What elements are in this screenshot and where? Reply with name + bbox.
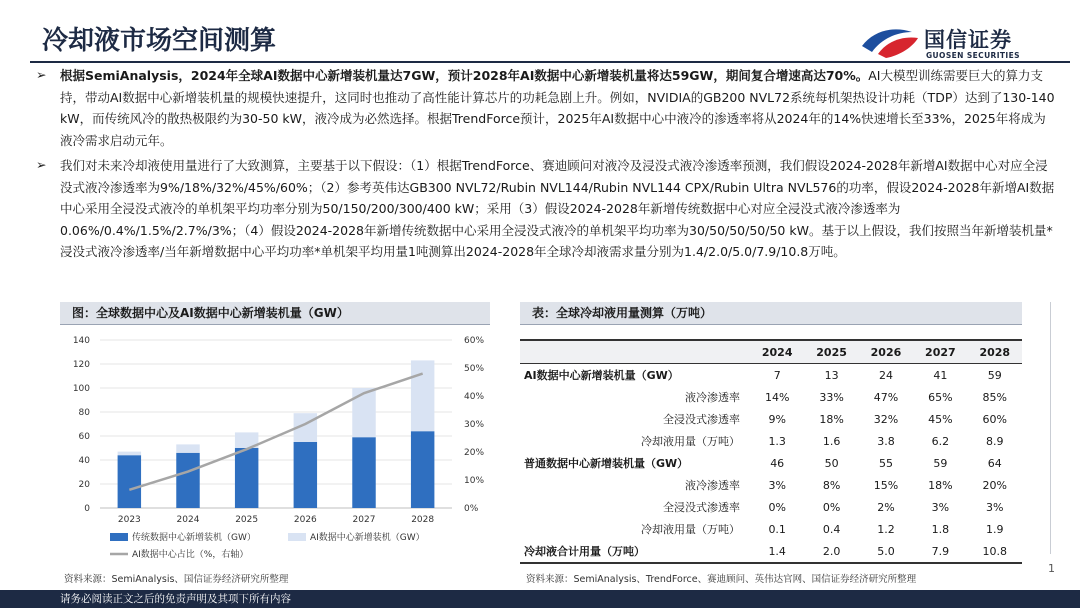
table-cell: 1.9: [986, 522, 1004, 536]
paragraph-1-rest: AI大模型训练需要巨大的算力支持，带动AI数据中心新增装机量的规模快速提升，这同时也推动了高性能计算芯片的功耗急剧上升。例如，NVIDIA的GB200 NVL72系统每机架热设计功耗（TDP）达到了130-140 kW，而传统风冷的散热极限约为30-50 kW，液冷成为必然选择。根据TrendForce预计，2025年AI数据中心中液冷的渗透率将从2024年的14%快速增长至33%，2025年将成为液冷需求启动元年。: [60, 68, 1055, 148]
table-cell: 47%: [873, 390, 899, 404]
table-header-row: [520, 340, 1022, 364]
logo-text-cn: 国信证券: [924, 28, 1012, 52]
legend-swatch: [110, 533, 128, 541]
x-tick-label: 2023: [117, 515, 141, 525]
table-cell: 32%: [873, 412, 899, 426]
table-cell: 1.8: [931, 522, 950, 536]
table-cell: 1.3: [768, 434, 786, 448]
table-cell: 15%: [873, 478, 899, 492]
paragraph-2: 我们对未来冷却液使用量进行了大致测算，主要基于以下假设：（1）根据TrendForce、赛迪顾问对液冷及浸没式液冷渗透率预测，我们假设2024-2028年新增AI数据中心对应全浸没式液冷渗透率为9%/18%/32%/45%/60%；（2）参考英伟达GB300 NVL72/Rubin NVL144/Rubin NVL144 CPX/Rubin Ultra NVL576的功率，假设2024-2028年新增AI数据中心采用全浸没式液冷的单机架平均功率分别为50/150/200/300/400 kW；采用（3）假设2024-2028年新增传统数据中心对应全浸没式液冷渗透率为0.06%/0.4%/1.5%/2.7%/3%；（4）假设2024-2028年新增传统数据中心采用全浸没式液冷的单机架平均功率为30/50/50/50/50 kW。基于以上假设，我们按照当年新增装机量*浸没式液冷渗透率/当年新增数据中心平均功率*单机架平均用量1吨测算出2024-2028年全球冷却液需求量分别为1.4/2.0/5.0/7.9/10.8万吨。: [60, 158, 1055, 260]
legend-label: AI数据中心占比（%，右轴）: [132, 550, 249, 560]
bar-segment: [411, 360, 434, 431]
coolant-usage-table: [520, 339, 1022, 564]
table-cell: 14%: [764, 390, 790, 404]
table-cell: 59: [987, 368, 1002, 382]
y-right-tick-label: 30%: [464, 420, 485, 430]
table-cell: 3%: [931, 500, 950, 514]
bullet-arrow-icon: ➢: [36, 157, 47, 172]
table-cell: 13: [824, 368, 839, 382]
table-row: [520, 452, 1022, 474]
y-right-tick-label: 10%: [464, 476, 485, 486]
y-right-tick-label: 50%: [464, 364, 485, 374]
disclaimer-footer: 请务必阅读正文之后的免责声明及其项下所有内容: [0, 590, 1080, 608]
datacenter-capacity-chart: [60, 328, 490, 568]
bar-segment: [352, 437, 375, 508]
table-cell: 64: [987, 456, 1002, 470]
table-header-blank: [520, 340, 750, 364]
x-tick-label: 2025: [235, 515, 259, 525]
table-cell: 41: [933, 368, 948, 382]
table-row: [520, 408, 1022, 430]
table-cell: 5.0: [859, 540, 913, 563]
table-row-label: 液冷渗透率: [685, 479, 740, 492]
table-row: [520, 386, 1022, 408]
table-cell: 65%: [928, 390, 953, 404]
y-left-tick-label: 60: [78, 432, 90, 442]
x-tick-label: 2027: [352, 515, 376, 525]
x-tick-label: 2026: [293, 515, 317, 525]
table-cell: 46: [770, 456, 785, 470]
table-cell: 2.0: [804, 540, 858, 563]
logo-text-en: GUOSEN SECURITIES: [926, 51, 1020, 60]
table-cell: 0%: [768, 500, 786, 514]
bar-segment: [118, 455, 141, 508]
table-cell: 1.6: [822, 434, 841, 448]
y-right-tick-label: 20%: [464, 448, 485, 458]
table-row-label: 冷却液合计用量（万吨）: [520, 540, 750, 563]
table-cell: 7.9: [913, 540, 967, 563]
chart-heading-rule: [60, 324, 490, 325]
table-cell: 18%: [819, 412, 844, 426]
y-left-tick-label: 120: [72, 360, 90, 370]
brand-logo: [860, 22, 1060, 62]
chart-source: 资料来源：SemiAnalysis、国信证券经济研究所整理: [64, 574, 289, 585]
logo-mark-icon: [860, 22, 920, 62]
y-right-tick-label: 0%: [464, 504, 479, 514]
table-cell: 0.4: [822, 522, 841, 536]
x-tick-label: 2024: [176, 515, 200, 525]
table-row-label: AI数据中心新增装机量（GW）: [524, 369, 679, 382]
table-cell: 20%: [982, 478, 1007, 492]
table-row: [520, 496, 1022, 518]
y-right-tick-label: 60%: [464, 336, 485, 346]
table-cell: 8%: [822, 478, 841, 492]
table-row-label: 普通数据中心新增装机量（GW）: [524, 457, 689, 470]
legend-label: AI数据中心新增装机（GW）: [310, 533, 425, 543]
table-cell: 18%: [928, 478, 953, 492]
bullet-arrow-icon: ➢: [36, 67, 47, 82]
table-cell: 7: [773, 368, 781, 382]
y-left-tick-label: 80: [78, 408, 90, 418]
table-cell: 0.1: [768, 522, 786, 536]
table-cell: 2%: [877, 500, 895, 514]
bar-segment: [352, 388, 375, 437]
table-row: [520, 540, 1022, 563]
table-header-year: 2024: [750, 340, 804, 364]
table-row: [520, 430, 1022, 452]
table-row-label: 冷却液用量（万吨）: [641, 435, 740, 448]
y-left-tick-label: 140: [72, 336, 90, 346]
bar-segment: [411, 431, 434, 508]
y-left-tick-label: 0: [84, 504, 90, 514]
table-row: [520, 474, 1022, 496]
bar-segment: [294, 442, 317, 508]
table-row-label: 全浸没式渗透率: [663, 413, 740, 426]
table-cell: 3.8: [877, 434, 895, 448]
table-cell: 3%: [986, 500, 1004, 514]
table-cell: 0%: [822, 500, 841, 514]
table-cell: 59: [933, 456, 948, 470]
page-number: 1: [1048, 562, 1055, 575]
table-cell: 3%: [768, 478, 786, 492]
bar-segment: [235, 448, 258, 508]
y-left-tick-label: 20: [78, 480, 90, 490]
y-left-tick-label: 100: [72, 384, 90, 394]
legend-swatch: [288, 533, 306, 541]
table-header-year: 2025: [804, 340, 858, 364]
table-row: [520, 364, 1022, 387]
table-cell: 50: [824, 456, 839, 470]
table-cell: 1.2: [877, 522, 895, 536]
share-line: [129, 374, 422, 490]
table-cell: 10.8: [968, 540, 1022, 563]
y-left-tick-label: 40: [78, 456, 90, 466]
legend-label: 传统数据中心新增装机（GW）: [132, 533, 256, 543]
table-heading: 表：全球冷却液用量测算（万吨）: [520, 302, 1022, 324]
table-header-year: 2028: [968, 340, 1022, 364]
bar-segment: [118, 452, 141, 456]
table-cell: 33%: [819, 390, 844, 404]
table-row-label: 液冷渗透率: [685, 391, 740, 404]
table-cell: 6.2: [931, 434, 950, 448]
table-cell: 85%: [982, 390, 1007, 404]
bar-segment: [176, 453, 199, 508]
bar-segment: [176, 444, 199, 452]
table-source: 资料来源：SemiAnalysis、TrendForce、赛迪顾问、英伟达官网、国信证券经济研究所整理: [526, 574, 917, 585]
paragraph-1: [60, 65, 1055, 151]
y-right-tick-label: 40%: [464, 392, 485, 402]
table-cell: 45%: [928, 412, 953, 426]
chart-heading: 图：全球数据中心及AI数据中心新增装机量（GW）: [60, 302, 490, 324]
table-cell: 60%: [982, 412, 1007, 426]
side-divider: [1050, 302, 1051, 554]
table-cell: 1.4: [750, 540, 804, 563]
table-header-year: 2027: [913, 340, 967, 364]
page-title: 冷却液市场空间测算: [42, 26, 277, 56]
table-cell: 9%: [768, 412, 786, 426]
table-row-label: 全浸没式渗透率: [663, 501, 740, 514]
table-row: [520, 518, 1022, 540]
table-row-label: 冷却液用量（万吨）: [641, 523, 740, 536]
x-tick-label: 2028: [411, 515, 435, 525]
table-cell: 8.9: [986, 434, 1004, 448]
table-heading-rule: [520, 324, 1022, 325]
table-cell: 24: [878, 368, 893, 382]
table-cell: 55: [878, 456, 893, 470]
paragraph-1-bold: 根据SemiAnalysis，2024年全球AI数据中心新增装机量达7GW，预计2028年AI数据中心新增装机量将达59GW，期间复合增速高达70%。: [60, 68, 869, 83]
table-header-year: 2026: [859, 340, 913, 364]
